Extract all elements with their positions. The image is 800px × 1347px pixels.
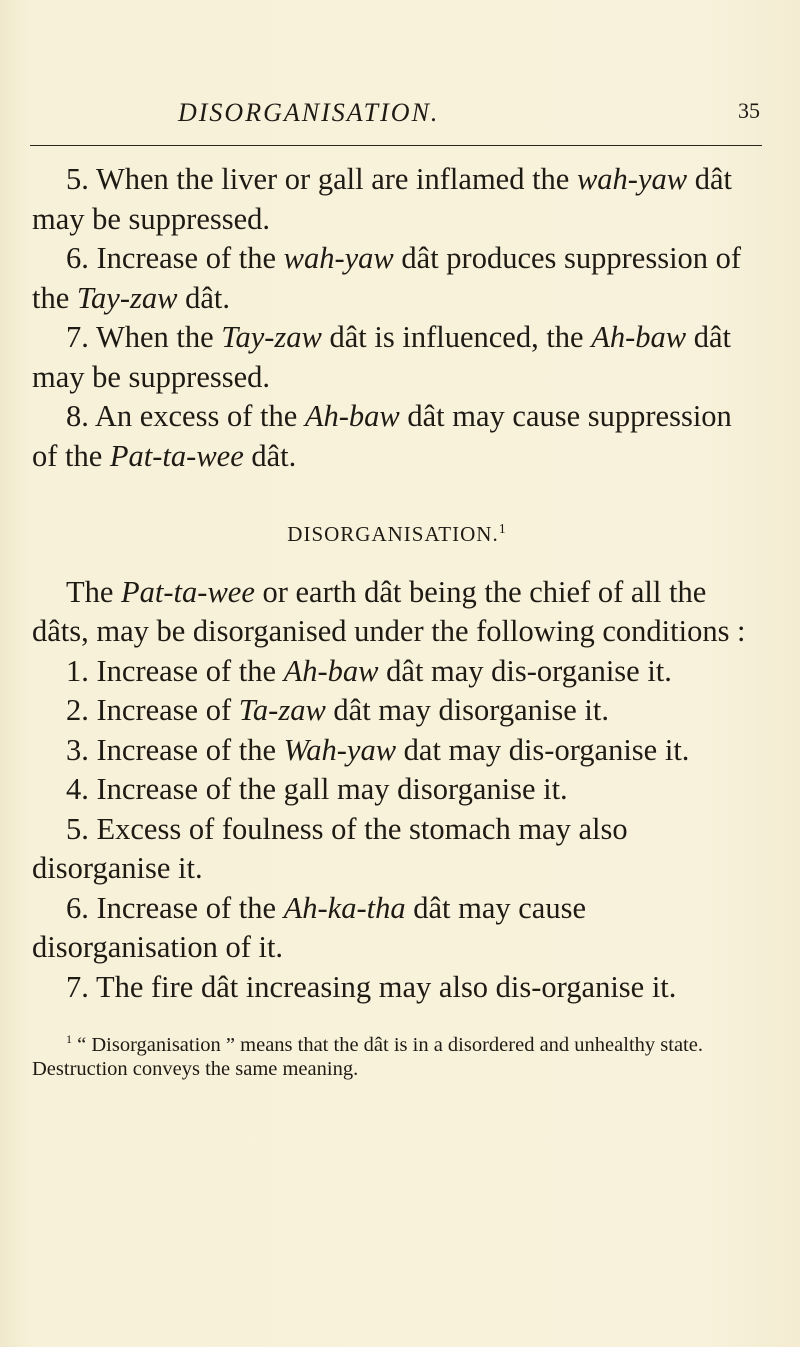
list-item: 5. Excess of foulness of the stomach may also disorganise it. — [32, 811, 628, 885]
list-item: 4. Increase of the gall may disorganise it. — [66, 772, 568, 806]
list-item: 2. Increase of Ta-zaw dât may disorganise it. — [66, 693, 610, 727]
list-item: 5. When the liver or gall are inflamed the wah-yaw dât may be suppressed. — [32, 162, 732, 236]
running-head: DISORGANISATION. — [178, 98, 440, 127]
page-header — [0, 98, 800, 134]
list-item: 6. Increase of the wah-yaw dât produces suppression of the Tay-zaw dât. — [32, 241, 742, 315]
list-item: 3. Increase of the Wah-yaw dat may dis-organise it. — [66, 732, 690, 767]
footnote-text: “ Disorganisation ” means that the dât is in a disordered and unhealthy state. Destruction conveys the same meaning. — [32, 1033, 703, 1080]
list-item: 6. Increase of the Ah-ka-tha dât may cause disorganisation of it. — [32, 890, 586, 964]
section-title: DISORGANISATION.$^1$ — [287, 522, 507, 546]
list-item: 8. An excess of the Ah-baw dât may cause suppression of the Pat-ta-wee dât. — [32, 399, 732, 473]
list-item: 1. Increase of the Ah-baw dât may dis-organise it. — [66, 653, 672, 688]
footnote-ref: 1 — [498, 522, 507, 537]
page-number: 35 — [738, 98, 760, 123]
list-item: 7. The fire dât increasing may also dis-organise it. — [66, 969, 677, 1004]
body-text — [32, 160, 762, 1081]
intro-paragraph: The Pat-ta-wee or earth dât being the chief of all the dâts, may be disorganised under the following conditions : — [32, 574, 746, 648]
footnote — [32, 1027, 762, 1081]
header-rule — [30, 145, 762, 146]
list-item: 7. When the Tay-zaw dât is influenced, the Ah-baw dât may be suppressed. — [32, 320, 731, 394]
footnote-marker: 1 — [66, 1032, 72, 1046]
